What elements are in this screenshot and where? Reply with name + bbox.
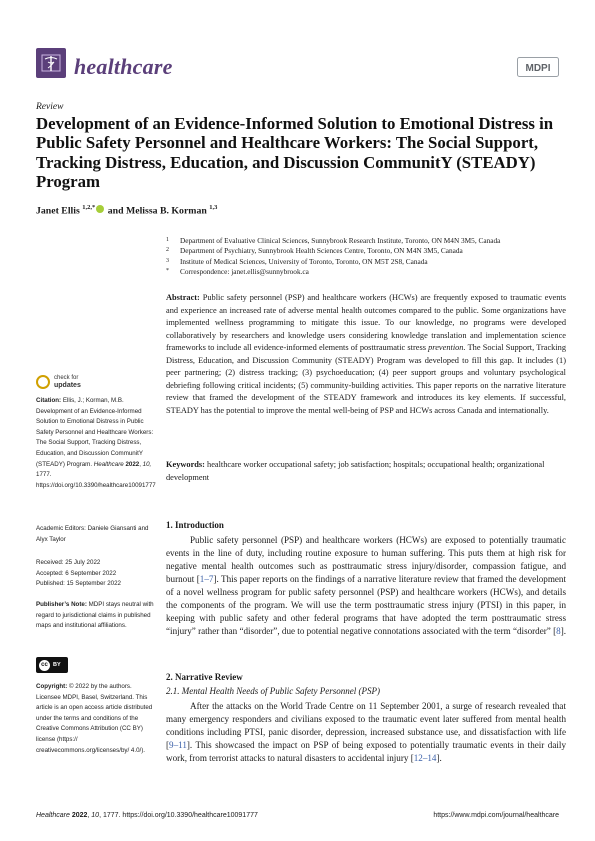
published-date: Published: 15 September 2022 — [36, 580, 121, 588]
check-for-updates-button[interactable]: check for updates — [36, 375, 81, 389]
journal-logo[interactable] — [36, 48, 66, 78]
citation-link[interactable]: 8 — [556, 626, 561, 636]
author-name[interactable]: and Melissa B. Korman — [107, 205, 207, 217]
mdpi-logo[interactable] — [517, 57, 559, 77]
article-title: Development of an Evidence-Informed Solution to Emotional Distress in Public Safety Personnel and Healthcare Workers: The Social Support, Tracking Distress, Education, and Discussion CommunitY (STEADY) Program — [36, 114, 554, 192]
publisher-note: Publisher’s Note: MDPI stays neutral with regard to jurisdictional claims in published maps and institutional affiliations. — [36, 601, 154, 630]
citation-link[interactable]: 9–11 — [169, 740, 187, 750]
citation-doi[interactable]: 1777. https://doi.org/10.3390/healthcare10091777 — [36, 471, 156, 489]
journal-name[interactable]: healthcare — [74, 54, 173, 79]
subsection-heading: 2.1. Mental Health Needs of Public Safety Personnel (PSP) — [166, 686, 380, 696]
citation-link[interactable]: 1–7 — [199, 574, 214, 584]
received-date: Received: 25 July 2022 — [36, 559, 101, 566]
orcid-icon[interactable] — [96, 205, 104, 213]
affiliation-item: 1 Department of Evaluative Clinical Sciences, Sunnybrook Research Institute, Toronto, ON M4N 3M5, Canada — [166, 236, 501, 245]
author-affil-sup: 1,3 — [209, 204, 218, 211]
accepted-date: Accepted: 6 September 2022 — [36, 569, 117, 577]
mdpi-logo-text: MDPI — [525, 63, 551, 74]
author-line — [36, 204, 217, 216]
abstract-label: Abstract: — [166, 293, 200, 302]
citation-link[interactable]: 12–14 — [413, 753, 437, 763]
copyright-block: Copyright: © 2022 by the authors. Licensee MDPI, Basel, Switzerland. This article is an open access article distributed under the terms and conditions of the Creative Commons Attribution (CC BY) license (https:// creativecommons.org/licenses/by/ 4.0/). — [36, 683, 153, 754]
footer-citation: Healthcare 2022, 10, 1777. https://doi.org/10.3390/healthcare10091777 — [36, 812, 258, 819]
keywords: Keywords: healthcare worker occupational safety; job satisfaction; hospitals; occupational health; organizational development — [166, 460, 545, 482]
footer-doi[interactable]: , 1777. https://doi.org/10.3390/healthcare10091777 — [99, 812, 258, 819]
dates-block — [36, 558, 156, 590]
author-affil-sup: 1,2,* — [82, 204, 96, 211]
cc-by-license-icon[interactable]: cc BY — [36, 657, 68, 673]
keywords-label: Keywords: — [166, 460, 205, 469]
body-paragraph: After the attacks on the World Trade Centre on 11 September 2001, a surge of research revealed that many emergency responders and civilians exposed to the traumatic event later suffered from mental health conditions including PTSI, panic disorder, depression, increased substance use, and dissatisfaction with life [9–11]. This showcased the impact on PSP of being exposed to potentially traumatic events in their daily work, from terrorist attacks to natural disasters to accidental injury [12–14]. — [166, 701, 566, 763]
affiliation-item: 3 Institute of Medical Sciences, University of Toronto, Toronto, ON M5T 2S8, Canada — [166, 256, 428, 266]
correspondence[interactable]: * Correspondence: janet.ellis@sunnybrook.ca — [166, 267, 309, 277]
footer-journal-url[interactable]: https://www.mdpi.com/journal/healthcare — [433, 812, 559, 819]
article-type: Review — [36, 102, 64, 112]
affiliation-item: 2 Department of Psychiatry, Sunnybrook Health Sciences Centre, Toronto, ON M4N 3M5, Canada — [166, 246, 463, 256]
check-updates-icon — [36, 375, 50, 389]
section-heading: 1. Introduction — [166, 520, 224, 530]
body-paragraph: Public safety personnel (PSP) and healthcare workers (HCWs) are exposed to potentially traumatic events in the line of duty, including routine exposure to human suffering. This puts them at high risk for negative mental health outcomes such as posttraumatic stress injury/disorder, compassion fatigue, and burnout [1–7]. This paper reports on the findings of a narrative literature review that framed the development of a novel wellness program for public safety personnel (PSP) and healthcare workers (HCWs), and details the components of the program. We will use the term posttraumatic stress injury (PTSI) in this paper, in keeping with public safety and other federal programs that have adopted the term posttraumatic stress “injury” rather than “disorder”, due to potential negative connotations associated with the term “disorder” [8]. — [166, 535, 567, 636]
academic-editors: Academic Editors: Daniele Giansanti and Alyx Taylor — [36, 525, 149, 543]
author-name[interactable]: Janet Ellis — [36, 205, 80, 217]
abstract: Abstract: Public safety personnel (PSP) and healthcare workers (HCWs) are frequently exposed to traumatic events and experience an increased rate of adverse mental health outcomes compared to the public. Some organizations have implemented wellness programming to mitigate this issue. To our knowledge, no programs were developed collaboratively by researchers and knowledge users considering knowledge translation and implementation science frameworks to include all evidence-informed elements of posttraumatic stress prevention. The Social Support, Tracking Distress, Education, and Discussion Community (STEADY) Program was developed to fill this gap. It includes (1) peer partnering; (2) distress tracking; (3) psychoeducation; (4) peer support groups and voluntary psychological debriefing following critical incidents; (5) community-building activities. This paper reports on the narrative literature review that framed the development of the STEADY framework and introduces its key elements. If successful, STEADY has the potential to improve the mental well-being of PSP and HCWs across Canada and internationally. — [166, 293, 567, 415]
citation-block: Citation: Ellis, J.; Korman, M.B. Development of an Evidence-Informed Solution to Emotional Distress in Public Safety Personnel and Healthcare Workers: The Social Support, Tracking Distress, Education, and Discussion CommunitY (STEADY) Program. Healthcare 2022, 10, 1777. https://doi.org/10.3390/healthcare10091777 — [36, 397, 156, 489]
affiliations — [166, 236, 500, 278]
caduceus-icon — [40, 52, 62, 74]
section-heading: 2. Narrative Review — [166, 672, 243, 682]
